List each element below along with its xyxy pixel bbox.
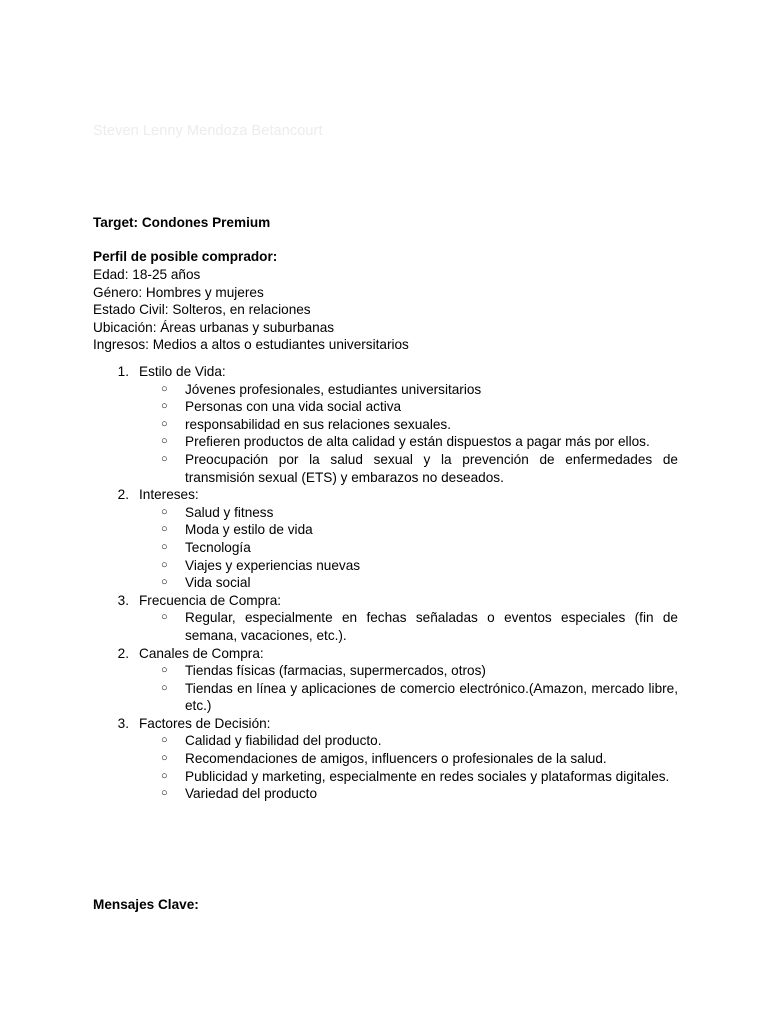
list-item-text: Tecnología	[185, 539, 251, 555]
hollow-bullet-icon: ○	[161, 382, 168, 395]
section-title-row	[93, 592, 678, 610]
list-item-text: Publicidad y marketing, especialmente en redes sociales y plataformas digitales.	[185, 768, 670, 784]
list-item	[93, 504, 678, 522]
section-number: 3.	[117, 715, 129, 731]
profile-line-civil-status: Estado Civil: Solteros, en relaciones	[93, 302, 311, 318]
list-item	[93, 539, 678, 557]
list-item	[93, 732, 678, 750]
profile-line-age: Edad: 18-25 años	[93, 267, 201, 282]
section-number: 2.	[117, 487, 129, 503]
bullet-list	[93, 609, 678, 644]
list-item-text: Preocupación por la salud sexual y la prevención de enfermedades de transmisión sexual (ETS) y embarazos no deseados.	[185, 451, 678, 485]
hollow-bullet-icon: ○	[161, 576, 168, 589]
section-item	[93, 645, 678, 715]
section-title-row	[93, 715, 678, 733]
list-item-text: Viajes y experiencias nuevas	[185, 557, 361, 573]
list-item	[93, 785, 678, 803]
section-number: 3.	[117, 592, 129, 608]
list-item	[93, 381, 678, 399]
hollow-bullet-icon: ○	[161, 435, 168, 448]
hollow-bullet-icon: ○	[161, 787, 168, 800]
buyer-profile	[93, 248, 693, 354]
bullet-list	[93, 504, 678, 592]
section-item	[93, 486, 678, 592]
list-item	[93, 680, 678, 715]
list-item	[93, 609, 678, 644]
hollow-bullet-icon: ○	[161, 611, 168, 624]
section-item	[93, 363, 678, 486]
key-messages-heading: Mensajes Clave:	[93, 897, 199, 912]
list-item-text: Calidad y fiabilidad del producto.	[185, 733, 382, 749]
list-item	[93, 750, 678, 768]
hollow-bullet-icon: ○	[161, 505, 168, 518]
list-item-text: Tiendas físicas (farmacias, supermercados, otros)	[185, 663, 486, 679]
list-item	[93, 433, 678, 451]
list-item	[93, 451, 678, 486]
list-item-text: responsabilidad en sus relaciones sexuales.	[185, 416, 451, 432]
section-number: 1.	[117, 364, 129, 379]
list-item-text: Prefieren productos de alta calidad y están dispuestos a pagar más por ellos.	[185, 434, 650, 450]
list-item-text: Personas con una vida social activa	[185, 399, 402, 415]
list-item	[93, 416, 678, 434]
profile-line-gender: Género: Hombres y mujeres	[93, 284, 264, 300]
bullet-list	[93, 662, 678, 715]
list-item	[93, 557, 678, 575]
list-item	[93, 768, 678, 786]
section-title: Intereses:	[139, 487, 199, 503]
bullet-list	[93, 381, 678, 487]
hollow-bullet-icon: ○	[161, 540, 168, 553]
hollow-bullet-icon: ○	[161, 417, 168, 430]
bullet-list	[93, 732, 678, 802]
list-item	[93, 521, 678, 539]
hollow-bullet-icon: ○	[161, 681, 168, 694]
list-item-text: Tiendas en línea y aplicaciones de comercio electrónico.(Amazon, mercado libre, etc.)	[185, 680, 678, 714]
section-title-row	[93, 486, 678, 504]
list-item	[93, 574, 678, 592]
list-item	[93, 398, 678, 416]
hollow-bullet-icon: ○	[161, 664, 168, 677]
hollow-bullet-icon: ○	[161, 523, 168, 536]
section-title: Factores de Decisión:	[139, 715, 271, 731]
author-watermark: Steven Lenny Mendoza Betancourt	[93, 123, 323, 139]
hollow-bullet-icon: ○	[161, 400, 168, 413]
profile-sections-list	[93, 363, 678, 803]
list-item-text: Recomendaciones de amigos, influencers o profesionales de la salud.	[185, 751, 607, 767]
section-title: Frecuencia de Compra:	[139, 592, 282, 608]
hollow-bullet-icon: ○	[161, 558, 168, 571]
profile-line-location: Ubicación: Áreas urbanas y suburbanas	[93, 319, 335, 335]
section-number: 2.	[117, 645, 129, 661]
section-title-row	[93, 363, 678, 381]
hollow-bullet-icon: ○	[161, 734, 168, 747]
list-item-text: Moda y estilo de vida	[185, 522, 313, 538]
target-heading: Target: Condones Premium	[93, 215, 271, 230]
profile-heading: Perfil de posible comprador:	[93, 249, 278, 264]
list-item-text: Jóvenes profesionales, estudiantes universitarios	[185, 381, 482, 397]
hollow-bullet-icon: ○	[161, 752, 168, 765]
section-title-row	[93, 645, 678, 663]
list-item-text: Variedad del producto	[185, 786, 318, 802]
section-item	[93, 592, 678, 645]
list-item-text: Vida social	[185, 575, 251, 591]
hollow-bullet-icon: ○	[161, 452, 168, 465]
section-title: Canales de Compra:	[139, 645, 264, 661]
section-item	[93, 715, 678, 803]
profile-line-income: Ingresos: Medios a altos o estudiantes universitarios	[93, 337, 409, 353]
hollow-bullet-icon: ○	[161, 769, 168, 782]
list-item	[93, 662, 678, 680]
list-item-text: Regular, especialmente en fechas señaladas o eventos especiales (fin de semana, vacaciones, etc.).	[185, 610, 678, 643]
list-item-text: Salud y fitness	[185, 504, 274, 520]
section-title: Estilo de Vida:	[139, 364, 226, 379]
